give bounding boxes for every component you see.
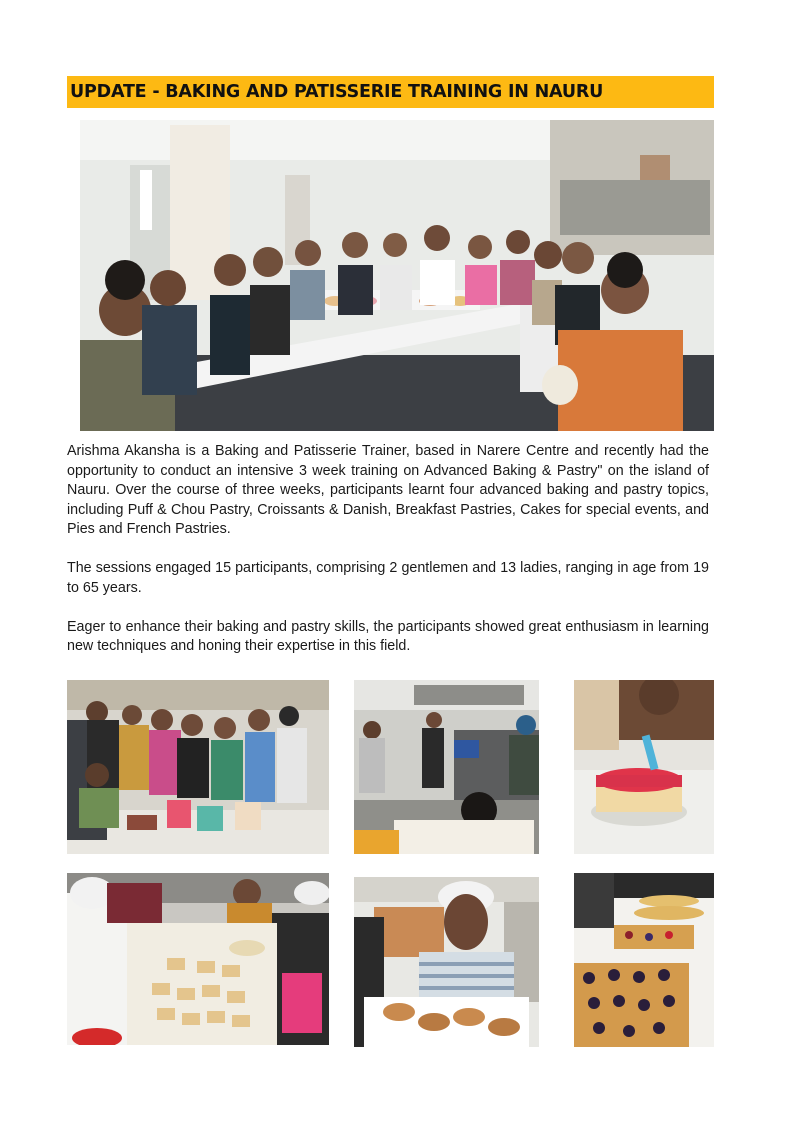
- paragraph: Eager to enhance their baking and pastry skills, the participants showed great enthusiasm in learning new techniques and honing their expertise in this field.: [67, 618, 709, 654]
- page-title: UPDATE - BAKING AND PATISSERIE TRAINING IN NAURU: [70, 82, 604, 102]
- paragraph: The sessions engaged 15 participants, comprising 2 gentlemen and 13 ladies, ranging in age from 19 to 65 years.: [67, 560, 709, 596]
- photo-group-with-cakes: [67, 680, 329, 854]
- photo-cake-decorating: [574, 680, 714, 854]
- photo-kitchen-demo: [354, 680, 539, 854]
- photo-pastry-shaping: [67, 873, 329, 1045]
- paragraph: Arishma Akansha is a Baking and Patisserie Trainer, based in Narere Centre and recently had the opportunity to conduct an intensive 3 week training on Advanced Baking & Pastry" on the island of Nauru. Over the course of three weeks, participants learnt four advanced baking and pastry topics, including Puff & Chou Pastry, Croissants & Danish, Breakfast Pastries, Cakes for special events, and Pies and French Pastries.: [67, 443, 709, 537]
- photo-danish-pastries: [574, 873, 714, 1047]
- section-header: [67, 76, 714, 108]
- photo-participant-with-pastries: [354, 877, 539, 1047]
- group-photo-classroom: [80, 120, 714, 431]
- article-body: [67, 442, 709, 676]
